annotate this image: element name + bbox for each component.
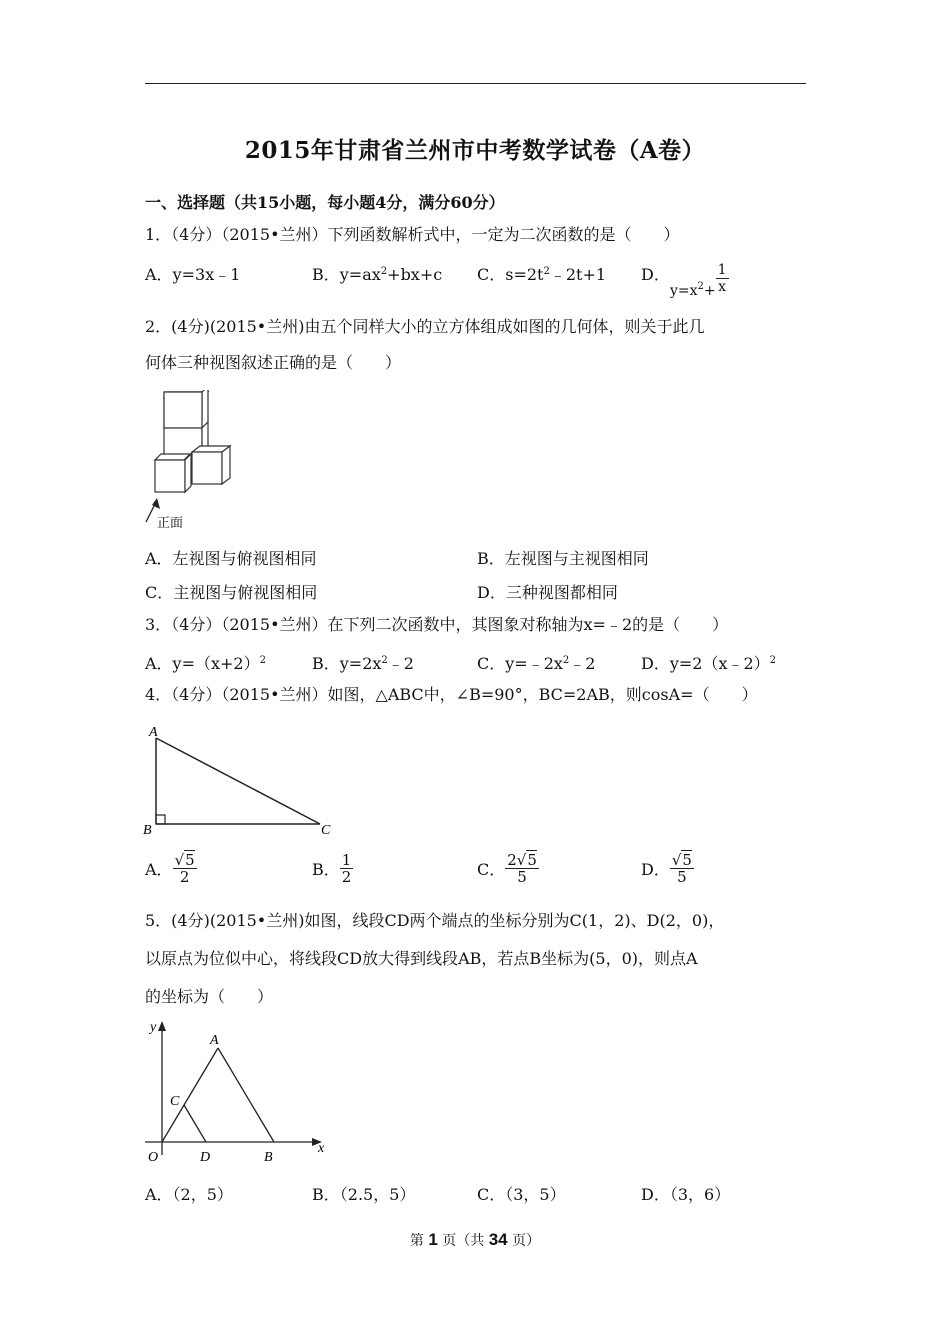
q2-option-a[interactable]: A．左视图与俯视图相同 <box>145 549 317 568</box>
radicand: 5 <box>682 851 692 869</box>
option-label: B． <box>312 860 340 879</box>
footer-text: 页） <box>512 1233 541 1249</box>
q5-option-c[interactable]: C．（3，5） <box>477 1185 566 1204</box>
q2-option-b[interactable]: B．左视图与主视图相同 <box>477 549 649 568</box>
numerator <box>505 852 539 869</box>
q5-option-d[interactable]: D．（3，6） <box>641 1185 731 1204</box>
segment-cd <box>184 1105 206 1142</box>
denominator: 2 <box>179 868 190 886</box>
cube-front-left <box>155 460 185 492</box>
fraction <box>340 852 354 885</box>
sqrt <box>672 852 692 868</box>
vertex-c: C <box>321 823 331 838</box>
footer-text: 页（共 <box>442 1233 485 1249</box>
option-label: A． <box>145 860 173 879</box>
fraction <box>173 852 197 885</box>
sqrt <box>175 852 195 868</box>
page-footer <box>0 1230 950 1250</box>
y-axis-label: y <box>150 1020 157 1035</box>
option-text: C．y=﹣2x <box>477 654 563 673</box>
option-text: + <box>703 282 716 299</box>
page-title: 2015年甘肃省兰州市中考数学试卷（A卷） <box>244 137 706 164</box>
exponent: 2 <box>381 655 388 666</box>
point-d-label: D <box>200 1150 211 1165</box>
fraction <box>505 852 539 885</box>
fraction <box>716 262 729 295</box>
q3-option-c[interactable] <box>477 651 595 674</box>
q1-option-d[interactable] <box>641 262 670 285</box>
option-label: D． <box>641 265 670 284</box>
q1-option-d-formula <box>670 262 729 299</box>
question-3-stem: 3．（4分）（2015•兰州）在下列二次函数中，其图象对称轴为x=﹣2的是（ ） <box>145 615 729 634</box>
option-text: +bx+c <box>387 265 443 284</box>
point-b-label: B <box>264 1150 273 1165</box>
q1-option-b[interactable] <box>312 262 442 285</box>
exponent: 2 <box>259 655 266 666</box>
point-c-label: C <box>170 1094 180 1109</box>
option-text: A．y=（x+2） <box>145 654 260 673</box>
numerator <box>173 852 197 869</box>
denominator: 2 <box>341 868 352 886</box>
coordinate-figure <box>140 1015 340 1170</box>
option-text: B．y=2x <box>312 654 382 673</box>
right-angle-mark <box>156 815 165 824</box>
vertex-a: A <box>149 725 158 740</box>
option-label: C． <box>477 860 506 879</box>
option-label: A． <box>145 265 173 284</box>
option-text: s=2t <box>505 265 544 284</box>
exponent: 2 <box>543 266 550 277</box>
q3-option-b[interactable] <box>312 651 414 674</box>
q1-option-c[interactable] <box>477 262 606 285</box>
option-text: y=ax <box>339 265 381 284</box>
question-4-stem: 4．（4分）（2015•兰州）如图，△ABC中，∠B=90°，BC=2AB，则cosA=（ ） <box>145 685 758 704</box>
coefficient: 2 <box>507 851 517 869</box>
side-ac <box>156 738 320 824</box>
option-text: ﹣2 <box>387 654 414 673</box>
question-2-stem-line1: 2．(4分)(2015•兰州)由五个同样大小的立方体组成如图的几何体，则关于此几 <box>145 317 705 336</box>
question-1-stem: 1．（4分）（2015•兰州）下列函数解析式中，一定为二次函数的是（ ） <box>145 225 680 244</box>
q4-option-c[interactable] <box>477 852 539 885</box>
cube-side-right <box>222 446 230 484</box>
sqrt-sign: √ <box>174 851 185 869</box>
y-axis-arrow <box>158 1021 166 1031</box>
segment-ab <box>218 1048 274 1142</box>
radicand: 5 <box>185 851 195 869</box>
sqrt-sign: √ <box>516 851 527 869</box>
fraction <box>670 852 694 885</box>
radicand: 5 <box>527 851 537 869</box>
exponent: 2 <box>697 280 704 292</box>
q2-option-c[interactable]: C．主视图与俯视图相同 <box>145 583 318 602</box>
cube-top-left <box>155 454 190 460</box>
denominator: 5 <box>517 868 527 886</box>
option-text: y=3x﹣1 <box>172 265 241 284</box>
option-label: D． <box>641 860 670 879</box>
numerator: 1 <box>341 851 352 869</box>
origin-label: O <box>148 1150 159 1165</box>
q3-option-d[interactable] <box>641 651 776 674</box>
denominator: 5 <box>677 868 687 886</box>
sqrt-sign: √ <box>671 851 682 869</box>
option-label: C． <box>477 265 506 284</box>
header-rule <box>145 83 806 84</box>
triangle-figure <box>140 720 340 840</box>
q3-option-a[interactable] <box>145 651 266 674</box>
footer-text: 第 <box>409 1233 424 1249</box>
q2-option-d[interactable]: D．三种视图都相同 <box>477 583 618 602</box>
q4-option-d[interactable] <box>641 852 694 885</box>
cube-front-right <box>192 452 222 484</box>
numerator <box>670 852 694 869</box>
exponent: 2 <box>380 266 388 277</box>
question-2-stem-line2: 何体三种视图叙述正确的是（ ） <box>145 353 402 372</box>
question-5-stem-line3: 的坐标为（ ） <box>145 987 274 1006</box>
q4-option-a[interactable] <box>145 852 197 885</box>
cube-side-left <box>185 454 191 492</box>
denominator: x <box>718 279 727 295</box>
x-axis-label: x <box>318 1141 325 1156</box>
numerator: 1 <box>717 262 727 278</box>
point-a-label: A <box>210 1033 219 1048</box>
vertex-b: B <box>143 823 152 838</box>
option-text: ﹣2 <box>569 654 596 673</box>
cube-front-top <box>164 392 202 428</box>
option-text: D．y=2（x﹣2） <box>641 654 770 673</box>
q5-option-b[interactable]: B．（2.5，5） <box>312 1185 416 1204</box>
q4-option-b[interactable] <box>312 852 353 885</box>
option-label: B． <box>312 265 340 284</box>
page-number: 1 <box>428 1230 438 1249</box>
q5-option-a[interactable]: A．（2，5） <box>145 1185 233 1204</box>
section-heading: 一、选择题（共15小题，每小题4分，满分60分） <box>145 193 505 212</box>
total-pages: 34 <box>488 1230 508 1249</box>
option-text: ﹣2t+1 <box>549 265 607 284</box>
exponent: 2 <box>562 655 570 666</box>
sqrt <box>517 852 537 868</box>
cube-figure <box>140 390 240 532</box>
q1-option-a[interactable] <box>145 262 240 285</box>
question-5-stem-line2: 以原点为位似中心，将线段CD放大得到线段AB，若点B坐标为(5，0)，则点A <box>145 949 698 968</box>
question-5-stem-line1: 5．(4分)(2015•兰州)如图，线段CD两个端点的坐标分别为C(1，2)、D(2，0)， <box>145 911 725 930</box>
front-view-label: 正面 <box>157 516 184 531</box>
exponent: 2 <box>769 655 777 666</box>
option-text: y=x <box>670 282 698 299</box>
